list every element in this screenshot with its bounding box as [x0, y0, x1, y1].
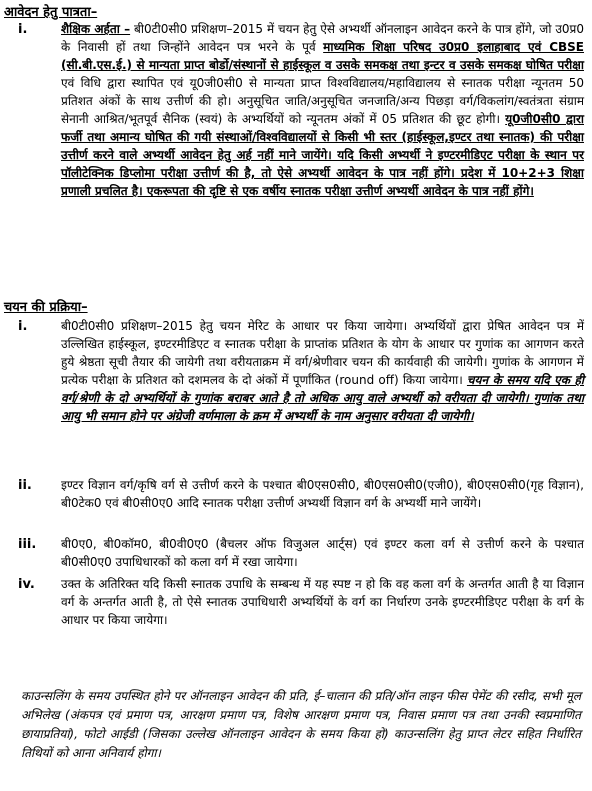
- eligibility-text-3: एवं विधि द्वारा स्थापित एवं यू0जी0सी0 से मान्यता प्राप्त विश्वविद्यालय/महाविद्यालय से स्नातक परीक्षा न्यूनतम 50 प्रतिशत अंकों के साथ उत्तीर्ण की हो। अनुसूचित जाति/अनुसूचित जनजाति/अन्य पिछड़ा वर्ग/विकलांग/स्वतंत्रता संग्राम सेनानी आश्रित/भूतपूर्व सैनिक (स्वयं) के अभ्यर्थियों को न्यूनतम अंकों में 05 प्रतिशत की छूट होगी।: [61, 76, 584, 126]
- eligibility-heading: आवेदन हेतु पात्रता–: [4, 5, 98, 20]
- item-number: iii.: [18, 537, 37, 552]
- eligibility-label: शैक्षिक अर्हता –: [61, 22, 131, 36]
- item-number: i.: [18, 319, 28, 334]
- eligibility-board-text: माध्यमिक शिक्षा परिषद उ0प्र0 इलाहाबाद एवं CBSE (सी.बी.एस.ई.) से मान्यता प्राप्त बोर्डो/संस्थानों से हाईस्कूल व उसके समकक्ष तथा इन्टर व उसके समकक्ष घोषित परीक्षा: [61, 40, 584, 72]
- item-number: iv.: [18, 577, 35, 592]
- selection-heading: चयन की प्रक्रिया–: [4, 300, 88, 315]
- eligibility-text-1: बी0टी0सी0 प्रशिक्षण–2015 में चयन हेतु ऐसे अभ्यर्थी ऑनलाइन आवेदन करने के पात्र होंगे, जो उ0प्र0 के निवासी हों तथा जिन्होंने आवेदन पत्र भरने के पूर्व: [61, 22, 584, 54]
- item-number: i.: [18, 22, 28, 37]
- item-number: ii.: [18, 478, 32, 493]
- eligibility-paragraph: [61, 20, 584, 200]
- selection-paragraph-3: बी0ए0, बी0कॉम0, बी0वी0ए0 (बैचलर ऑफ विजुअल आर्ट्स) एवं इण्टर कला वर्ग से उत्तीर्ण करने के पश्चात बी0सी0ए0 उपाधिधारकों को कला वर्ग में रखा जायेगा।: [61, 537, 584, 569]
- selection-paragraph-4: उक्त के अतिरिक्त यदि किसी स्नातक उपाधि के सम्बन्ध में यह स्पष्ट न हो कि वह कला वर्ग के अन्तर्गत आती है या विज्ञान वर्ग के अन्तर्गत आती है, तो ऐसे स्नातक उपाधिधारी अभ्यर्थियों के वर्ग का निर्धारण उनके इण्टरमीडिएट परीक्षा के वर्ग के आधार पर किया जायेगा।: [61, 577, 584, 627]
- selection-text-1: बी0टी0सी0 प्रशिक्षण–2015 हेतु चयन मेरिट के आधार पर किया जायेगा। अभ्यर्थियों द्वारा प्रेषित आवेदन पत्र में उल्लिखित हाईस्कूल, इण्टरमीडिएट व स्नातक परीक्षा के प्राप्तांक प्रतिशत के योग के आधार पर गुणांक का आगणन करते हुये श्रेष्ठता सूची तैयार की जायेगी तथा वरीयताक्रम में वर्ग/श्रेणीवार चयन की कार्यवाही की जायेगी। गुणांक के आगणन में प्रत्येक परीक्षा के प्रतिशत को दशमलव के दो अंकों में पूर्णांकित (round off) किया जायेगा।: [61, 319, 584, 387]
- selection-paragraph-1: [61, 317, 584, 425]
- counselling-note: काउन्सलिंग के समय उपस्थित होने पर ऑनलाइन आवेदन की प्रति, ई–चालान की प्रति/ऑन लाइन फीस पेमेंट की रसीद, सभी मूल अभिलेख (अंकपत्र एवं प्रमाण पत्र, आरक्षण प्रमाण पत्र, विशेष आरक्षण प्रमाण पत्र, निवास प्रमाण पत्र तथा उनकी स्वप्रमाणित छायाप्रतियां), फोटो आईडी (जिसका उल्लेख ऑनलाइन आवेदन के समय किया हो) काउन्सलिंग हेतु प्राप्त लेटर सहित निर्धारित तिथियों को आना अनिवार्य होगा।: [21, 689, 581, 760]
- eligibility-fake-institution-note: यू0जी0सी0 द्वारा फर्जी तथा अमान्य घोषित की गयी संस्थाओं/विश्वविद्यालयों से किसी भी स्तर (हाईस्कूल,इण्टर तथा स्नातक) की परीक्षा उत्तीर्ण करने वाले अभ्यर्थी आवेदन हेतु अर्ह नहीं माने जायेंगे। यदि किसी अभ्यर्थी ने इण्टरमीडिएट परीक्षा के स्थान पर पॉलीटेक्निक डिप्लोमा परीक्षा उत्तीर्ण की है, तो ऐसे अभ्यर्थी आवेदन के पात्र नहीं होंगे। प्रदेश में 10+2+3 शिक्षा प्रणाली प्रचलित है। एकरूपता की दृष्टि से एक वर्षीय स्नातक परीक्षा उत्तीर्ण अभ्यर्थी आवेदन के पात्र नहीं होंगे।: [61, 112, 584, 198]
- selection-paragraph-2: इण्टर विज्ञान वर्ग/कृषि वर्ग से उत्तीर्ण करने के पश्चात बी0एस0सी0, बी0एस0सी0(एजी0), बी0एस0सी0(गृह विज्ञान), बी0टेक0 एवं बी0सी0ए0 आदि स्नातक परीक्षा उत्तीर्ण अभ्यर्थी विज्ञान वर्ग के अभ्यर्थी माने जायेंगे।: [61, 478, 584, 510]
- selection-tie-break-text: चयन के समय यदि एक ही वर्ग/श्रेणी के दो अभ्यर्थियों के गुणांक बराबर आते है तो अधिक आयु वाले अभ्यर्थी को वरीयता दी जायेगी। गुणांक तथा आयु भी समान होने पर अंग्रेजी वर्णमाला के क्रम में अभ्यर्थी के नाम अनुसार वरीयता दी जायेगी।: [61, 373, 584, 423]
